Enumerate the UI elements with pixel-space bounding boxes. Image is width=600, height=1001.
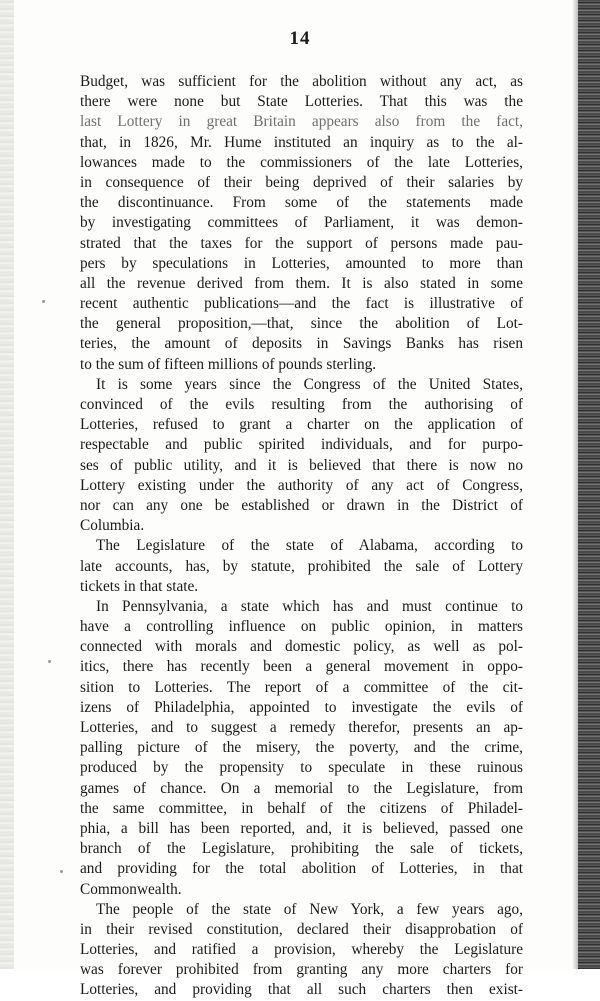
text-line: pers by speculations in Lotteries, amounted to more than (80, 254, 523, 272)
text-line: sition to Lotteries. The report of a committee of the cit- (80, 678, 523, 696)
text-line: izens of Philadelphia, appointed to investigate the evils of (80, 698, 523, 716)
text-line: phia, a bill has been reported, and, it is believed, passed one (80, 819, 523, 837)
text-line: ses of public utility, and it is believed that there is now no (80, 456, 523, 474)
text-line: was forever prohibited from granting any more charters for (80, 961, 523, 979)
text-line: last Lottery in great Britain appears also from the fact, (80, 113, 523, 131)
text-line: in their revised constitution, declared their disapprobation of (80, 920, 523, 938)
binding-edge (0, 0, 14, 969)
text-line: in consequence of their being deprived of their salaries by (80, 173, 523, 191)
text-line: teries, the amount of deposits in Savings Banks has risen (80, 335, 523, 353)
text-line: late accounts, has, by statute, prohibited the sale of Lottery (80, 557, 523, 575)
text-line: convinced of the evils resulting from the authorising of (80, 396, 523, 413)
text-line: Lotteries, and to suggest a remedy therefor, presents an ap- (80, 719, 523, 736)
text-line: the discontinuance. From some of the statements made (80, 194, 523, 212)
text-line: have a controlling influence on public opinion, in matters (80, 618, 523, 636)
scan-speck (60, 870, 63, 873)
text-line: palling picture of the misery, the poverty, and the crime, (80, 739, 523, 757)
text-line: Lotteries, refused to grant a charter on the application of (80, 416, 523, 434)
text-line: Columbia. (80, 517, 145, 535)
text-line: and providing for the total abolition of Lotteries, in that (80, 860, 523, 878)
text-line: lowances made to the commissioners of the late Lotteries, (80, 153, 523, 171)
text-line: tickets in that state. (80, 577, 199, 595)
text-line: The people of the state of New York, a few years ago, (96, 900, 523, 918)
text-line: In Pennsylvania, a state which has and must continue to (96, 597, 523, 615)
text-line: to the sum of fifteen millions of pounds sterling. (80, 355, 377, 373)
page-number: 14 (289, 28, 311, 49)
scan-edge (578, 0, 600, 969)
text-line: Commonwealth. (80, 880, 182, 898)
text-line: Lotteries, and ratified a provision, whereby the Legislature (80, 941, 523, 959)
text-line: The Legislature of the state of Alabama, according to (96, 537, 523, 555)
text-line: Lottery existing under the authority of any act of Congress, (80, 476, 523, 494)
body-text (80, 72, 523, 1001)
text-line: itics, there has recently been a general movement in oppo- (80, 658, 523, 676)
text-line: strated that the taxes for the support of persons made pau- (80, 234, 523, 252)
text-line: there were none but State Lotteries. That this was the (80, 93, 523, 111)
scan-speck (48, 660, 51, 663)
text-line: respectable and public spirited individuals, and for purpo- (80, 436, 523, 454)
text-line: the same committee, in behalf of the citizens of Philadel- (80, 799, 523, 817)
text-line: connected with morals and domestic policy, as well as pol- (80, 638, 523, 656)
text-line: games of chance. On a memorial to the Legislature, from (80, 779, 523, 797)
text-line: all the revenue derived from them. It is also stated in some (80, 274, 523, 292)
text-line: Lotteries, and providing that all such charters then exist- (80, 981, 523, 999)
text-line: branch of the Legislature, prohibiting the sale of tickets, (80, 840, 523, 858)
text-line: produced by the propensity to speculate in these ruinous (80, 759, 523, 777)
scan-speck (42, 300, 45, 303)
text-line: nor can any one be established or drawn in the District of (80, 496, 523, 514)
text-line: by investigating committees of Parliament, it was demon- (80, 214, 523, 232)
text-line: that, in 1826, Mr. Hume instituted an inquiry as to the al- (80, 133, 523, 151)
text-line: recent authentic publications—and the fact is illustrative of (80, 295, 523, 313)
text-line: the general proposition,—that, since the abolition of Lot- (80, 315, 523, 333)
text-line: It is some years since the Congress of the United States, (96, 375, 523, 393)
text-line: Budget, was sufficient for the abolition without any act, as (80, 73, 523, 90)
